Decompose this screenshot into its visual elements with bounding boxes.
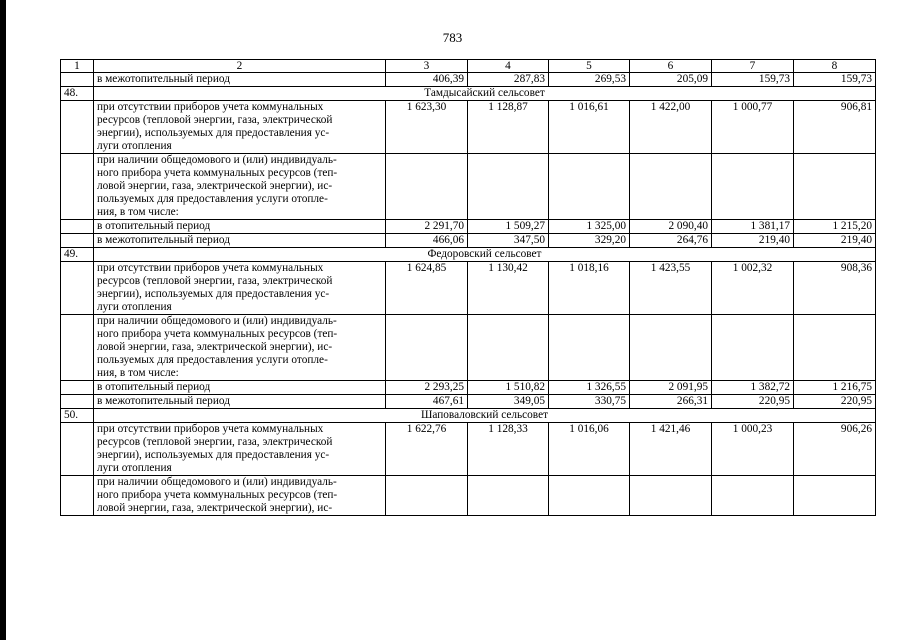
value-cell: 467,61 [386, 395, 468, 409]
section-title: Тамдысайский сельсовет [94, 87, 876, 101]
value-cell: 1 216,75 [794, 381, 876, 395]
value-cell: 406,39 [386, 73, 468, 87]
description-line: ресурсов (тепловой энергии, газа, электрической [97, 114, 333, 126]
value-cell: 1 128,87 [468, 101, 549, 154]
value-cell: 906,81 [794, 101, 876, 154]
table-row [61, 234, 876, 248]
description-row [61, 262, 876, 315]
description-line: луги отопления [97, 462, 172, 474]
value-cell: 908,36 [794, 262, 876, 315]
value-cell [630, 476, 712, 516]
column-number-cell: 1 [61, 60, 94, 73]
description-line: ловой энергии, газа, электрической энергии), ис- [97, 341, 333, 353]
value-cell [549, 315, 630, 381]
description-line: при отсутствии приборов учета коммунальных [97, 101, 324, 113]
value-cell [630, 154, 712, 220]
value-cell: 266,31 [630, 395, 712, 409]
column-number-cell: 4 [468, 60, 549, 73]
value-cell [630, 315, 712, 381]
value-cell: 349,05 [468, 395, 549, 409]
row-number-cell [61, 101, 94, 154]
value-cell: 1 215,20 [794, 220, 876, 234]
value-cell: 1 016,61 [549, 101, 630, 154]
value-cell [712, 315, 794, 381]
section-row [61, 87, 876, 101]
value-cell [386, 315, 468, 381]
row-number-cell [61, 395, 94, 409]
value-cell: 1 623,30 [386, 101, 468, 154]
value-cell [386, 154, 468, 220]
value-cell: 220,95 [794, 395, 876, 409]
value-cell [549, 476, 630, 516]
value-cell: 1 002,32 [712, 262, 794, 315]
value-cell: 269,53 [549, 73, 630, 87]
row-number-cell [61, 315, 94, 381]
column-number-cell: 2 [94, 60, 386, 73]
value-cell: 1 016,06 [549, 423, 630, 476]
value-cell: 2 293,25 [386, 381, 468, 395]
value-cell: 264,76 [630, 234, 712, 248]
value-cell: 1 622,76 [386, 423, 468, 476]
description-line: при отсутствии приборов учета коммунальных [97, 423, 324, 435]
section-title: Шаповаловский сельсовет [94, 409, 876, 423]
value-cell [549, 154, 630, 220]
value-cell: 159,73 [712, 73, 794, 87]
row-description: в межотопительный период [94, 395, 386, 409]
column-number-cell: 7 [712, 60, 794, 73]
row-number-cell [61, 154, 94, 220]
column-number-cell: 3 [386, 60, 468, 73]
description-line: луги отопления [97, 140, 172, 152]
page-number: 783 [442, 30, 463, 45]
section-number: 50. [61, 409, 94, 423]
table-body [61, 60, 876, 516]
value-cell: 906,26 [794, 423, 876, 476]
row-description: в отопительный период [94, 381, 386, 395]
value-cell: 1 000,77 [712, 101, 794, 154]
value-cell: 1 422,00 [630, 101, 712, 154]
value-cell: 2 090,40 [630, 220, 712, 234]
row-description: в межотопительный период [94, 234, 386, 248]
value-cell: 1 130,42 [468, 262, 549, 315]
description-row [61, 423, 876, 476]
value-cell: 2 091,95 [630, 381, 712, 395]
description-line: ного прибора учета коммунальных ресурсов (теп- [97, 167, 338, 179]
description-line: ния, в том числе: [97, 206, 179, 218]
section-number: 48. [61, 87, 94, 101]
value-cell [794, 154, 876, 220]
row-number-cell [61, 220, 94, 234]
value-cell: 1 128,33 [468, 423, 549, 476]
value-cell: 347,50 [468, 234, 549, 248]
value-cell: 1 018,16 [549, 262, 630, 315]
value-cell [712, 476, 794, 516]
table-row [61, 220, 876, 234]
table-row [61, 395, 876, 409]
value-cell: 2 291,70 [386, 220, 468, 234]
description-line: ного прибора учета коммунальных ресурсов (теп- [97, 328, 338, 340]
value-cell [468, 476, 549, 516]
row-number-cell [61, 381, 94, 395]
description-line: энергии), используемых для предоставления ус- [97, 127, 330, 139]
value-cell: 1 509,27 [468, 220, 549, 234]
row-number-cell [61, 234, 94, 248]
value-cell: 205,09 [630, 73, 712, 87]
description-line: пользуемых для предоставления услуги отопле- [97, 193, 328, 205]
value-cell [386, 476, 468, 516]
description-line: ресурсов (тепловой энергии, газа, электрической [97, 275, 333, 287]
section-row [61, 248, 876, 262]
description-line: при наличии общедомового и (или) индивидуаль- [97, 154, 337, 166]
value-cell: 1 382,72 [712, 381, 794, 395]
description-line: ловой энергии, газа, электрической энергии), ис- [97, 502, 333, 514]
value-cell: 219,40 [794, 234, 876, 248]
description-row [61, 476, 876, 516]
description-line: луги отопления [97, 301, 172, 313]
row-description [94, 315, 386, 381]
row-number-cell [61, 73, 94, 87]
description-line: при отсутствии приборов учета коммунальных [97, 262, 324, 274]
column-number-cell: 6 [630, 60, 712, 73]
description-row [61, 315, 876, 381]
value-cell [468, 154, 549, 220]
description-line: при наличии общедомового и (или) индивидуаль- [97, 315, 337, 327]
value-cell [468, 315, 549, 381]
section-title: Федоровский сельсовет [94, 248, 876, 262]
value-cell: 220,95 [712, 395, 794, 409]
row-description [94, 262, 386, 315]
row-description [94, 101, 386, 154]
section-row [61, 409, 876, 423]
value-cell [794, 476, 876, 516]
section-number: 49. [61, 248, 94, 262]
column-number-cell: 8 [794, 60, 876, 73]
description-line: при наличии общедомового и (или) индивидуаль- [97, 476, 337, 488]
value-cell: 1 326,55 [549, 381, 630, 395]
table-row [61, 73, 876, 87]
row-number-cell [61, 262, 94, 315]
value-cell: 1 423,55 [630, 262, 712, 315]
scan-edge [0, 0, 6, 640]
column-number-cell: 5 [549, 60, 630, 73]
tariff-table [60, 59, 876, 516]
description-line: ного прибора учета коммунальных ресурсов (теп- [97, 489, 338, 501]
value-cell [712, 154, 794, 220]
value-cell: 329,20 [549, 234, 630, 248]
row-description [94, 423, 386, 476]
row-description: в отопительный период [94, 220, 386, 234]
description-row [61, 154, 876, 220]
description-line: ловой энергии, газа, электрической энергии), ис- [97, 180, 333, 192]
value-cell: 466,06 [386, 234, 468, 248]
row-number-cell [61, 476, 94, 516]
value-cell: 1 421,46 [630, 423, 712, 476]
description-line: ресурсов (тепловой энергии, газа, электрической [97, 436, 333, 448]
description-line: пользуемых для предоставления услуги отопле- [97, 354, 328, 366]
value-cell: 1 624,85 [386, 262, 468, 315]
row-description: в межотопительный период [94, 73, 386, 87]
description-line: энергии), используемых для предоставления ус- [97, 288, 330, 300]
value-cell: 330,75 [549, 395, 630, 409]
column-number-row [61, 60, 876, 73]
value-cell: 219,40 [712, 234, 794, 248]
value-cell: 1 510,82 [468, 381, 549, 395]
value-cell: 1 381,17 [712, 220, 794, 234]
row-description [94, 476, 386, 516]
description-row [61, 101, 876, 154]
description-line: энергии), используемых для предоставления ус- [97, 449, 330, 461]
value-cell: 159,73 [794, 73, 876, 87]
row-number-cell [61, 423, 94, 476]
row-description [94, 154, 386, 220]
value-cell: 287,83 [468, 73, 549, 87]
table-row [61, 381, 876, 395]
value-cell: 1 325,00 [549, 220, 630, 234]
value-cell [794, 315, 876, 381]
value-cell: 1 000,23 [712, 423, 794, 476]
description-line: ния, в том числе: [97, 367, 179, 379]
